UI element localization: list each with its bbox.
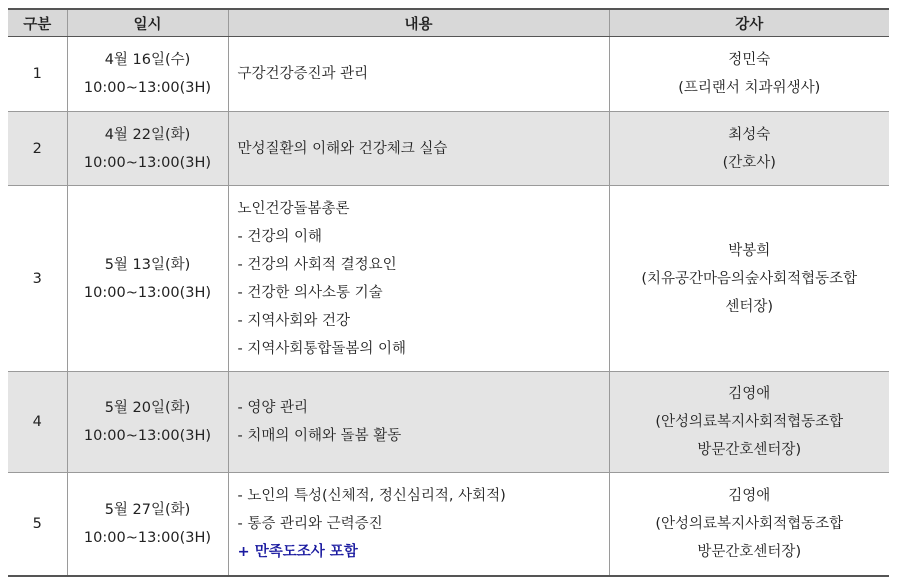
instructor-name: 정민숙: [728, 52, 771, 68]
row-no: 4: [8, 372, 67, 473]
row-time: 10:00~13:00(3H): [83, 154, 212, 171]
content-line: - 지역사회통합돌봄의 이해: [237, 340, 407, 357]
instructor-role: (치유공간마음의숲사회적협동조합: [641, 270, 858, 287]
row-date: 5월 13일(화): [104, 256, 191, 273]
table-row: [8, 186, 889, 372]
content-line: 노인건강돌봄총론: [237, 200, 350, 217]
row-date: 4월 22일(화): [104, 126, 191, 143]
row-content: [228, 473, 609, 576]
table-row: [8, 112, 889, 186]
row-instructor: [609, 112, 889, 186]
header-date: 일시: [67, 9, 228, 37]
row-date: 4월 16일(수): [104, 52, 191, 68]
row-content: [228, 112, 609, 186]
row-no: 5: [8, 473, 67, 576]
header-row: [8, 9, 889, 37]
instructor-role: (안성의료복지사회적협동조합: [655, 515, 844, 532]
content-line: - 건강의 사회적 결정요인: [237, 256, 397, 273]
row-datetime: [67, 112, 228, 186]
instructor-name: 최성숙: [728, 126, 771, 143]
instructor-name: 김영애: [728, 487, 771, 504]
content-line: 만성질환의 이해와 건강체크 실습: [237, 140, 448, 157]
row-content: [228, 37, 609, 112]
instructor-role: (안성의료복지사회적협동조합: [655, 414, 844, 430]
instructor-name: 박봉희: [728, 242, 771, 259]
instructor-role: 방문간호센터장): [697, 442, 802, 458]
instructor-name: 김영애: [728, 386, 771, 402]
content-line: - 노인의 특성(신체적, 정신심리적, 사회적): [237, 487, 506, 504]
row-time: 10:00~13:00(3H): [83, 284, 212, 301]
row-instructor: [609, 37, 889, 112]
instructor-role: (프리랜서 치과위생사): [678, 80, 821, 96]
row-no: 1: [8, 37, 67, 112]
header-instructor: 강사: [609, 9, 889, 37]
row-instructor: [609, 186, 889, 372]
row-content: [228, 372, 609, 473]
satisfaction-survey-note: + 만족도조사 포함: [237, 543, 358, 560]
row-instructor: [609, 372, 889, 473]
table-row: [8, 473, 889, 576]
row-date: 5월 20일(화): [104, 400, 191, 416]
row-time: 10:00~13:00(3H): [83, 80, 212, 96]
row-datetime: [67, 186, 228, 372]
row-content: [228, 186, 609, 372]
header-content: 내용: [228, 9, 609, 37]
instructor-role: 방문간호센터장): [697, 543, 802, 560]
schedule-table-wrapper: [8, 8, 889, 577]
row-instructor: [609, 473, 889, 576]
row-no: 2: [8, 112, 67, 186]
row-time: 10:00~13:00(3H): [83, 428, 212, 444]
content-line: - 치매의 이해와 돌봄 활동: [237, 428, 402, 444]
row-datetime: [67, 372, 228, 473]
content-line: - 통증 관리와 근력증진: [237, 515, 383, 532]
row-time: 10:00~13:00(3H): [83, 529, 212, 546]
content-line: - 건강의 이해: [237, 228, 322, 245]
table-row: [8, 372, 889, 473]
header-no: 구분: [8, 9, 67, 37]
content-line: - 지역사회와 건강: [237, 312, 350, 329]
content-line: - 건강한 의사소통 기술: [237, 284, 383, 301]
row-date: 5월 27일(화): [104, 501, 191, 518]
schedule-table: [8, 8, 889, 577]
content-line: 구강건강증진과 관리: [237, 66, 369, 82]
row-no: 3: [8, 186, 67, 372]
table-row: [8, 37, 889, 112]
row-datetime: [67, 473, 228, 576]
instructor-role: 센터장): [725, 298, 774, 315]
instructor-role: (간호사): [722, 154, 776, 171]
content-line: - 영양 관리: [237, 400, 308, 416]
row-datetime: [67, 37, 228, 112]
